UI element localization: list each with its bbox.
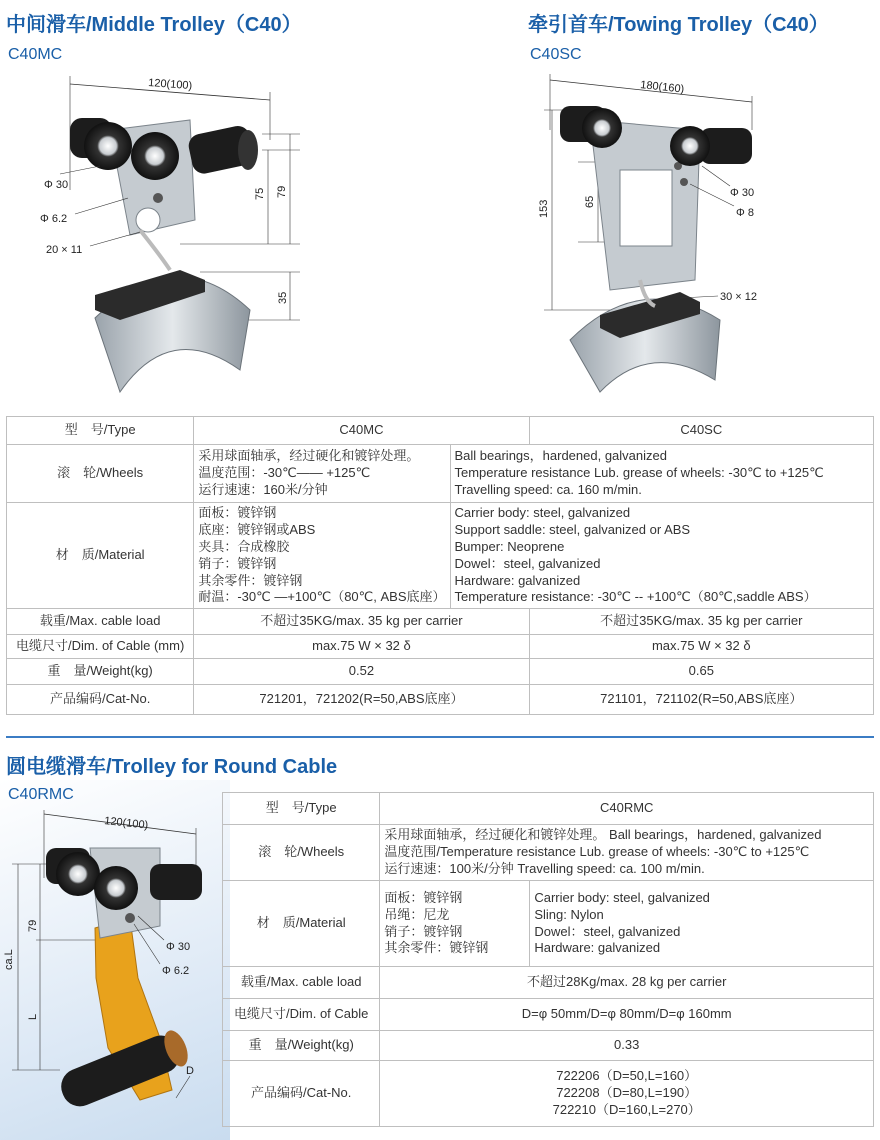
mc-width-dim: 120(100) [147,77,193,93]
table-row [7,659,874,685]
col-c40rmc: C40RMC [380,793,874,825]
round-cable-trolley-title: 圆电缆滑车/Trolley for Round Cable [6,756,338,778]
towing-trolley-drawing [530,70,790,400]
spec-table-c40rmc [222,792,874,1127]
section-divider [6,736,874,738]
table-row [7,417,874,445]
weight-label: 重 量/Weight(kg) [7,659,194,685]
rmc-d-label: D [186,1065,194,1077]
cat-sc: 721101，721102(R=50,ABS底座） [529,685,873,715]
sc-width-dim: 180(160) [639,79,685,96]
rmc-phi30-label: Φ 30 [166,941,191,953]
table-row [7,503,874,609]
table-row [7,609,874,635]
middle-trolley-drawing [0,70,320,400]
rmc-phi62-label: Φ 6.2 [162,965,190,977]
rmc-width-dim: 120(100) [103,815,149,832]
load-sc: 不超过35KG/max. 35 kg per carrier [529,609,873,635]
table-row [7,635,874,659]
rmc-material-en: Carrier body: steel, galvanized Sling: Nylon Dowel：steel, galvanized Hardware: galvanized [530,881,874,967]
material-label: 材 质/Material [7,503,194,609]
rmc-weight: 0.33 [380,1031,874,1061]
rmc-weight-label: 重 量/Weight(kg) [223,1031,380,1061]
spec-table-c40 [6,416,874,715]
mc-h35-dim: 35 [277,291,289,304]
middle-trolley-title: 中间滑车/Middle Trolley（C40） [6,14,302,36]
sc-phi8-label: Φ 8 [736,207,754,219]
rmc-cat: 722206（D=50,L=160） 722208（D=80,L=190） 722210（D=160,L=270） [380,1061,874,1127]
rmc-material-label: 材 质/Material [223,881,380,967]
dim-sc: max.75 W × 32 δ [529,635,873,659]
type-label: 型 号/Type [7,417,194,445]
table-row [223,967,874,999]
mc-phi30-label: Φ 30 [44,179,69,191]
cat-label: 产品编码/Cat-No. [7,685,194,715]
dim-mc: max.75 W × 32 δ [194,635,529,659]
round-cable-trolley-drawing [0,808,230,1138]
rmc-dim-label: 电缆尺寸/Dim. of Cable [223,999,380,1031]
load-mc: 不超过35KG/max. 35 kg per carrier [194,609,529,635]
wheels-en: Ball bearings，hardened, galvanized Temperature resistance Lub. grease of wheels: -30℃ to +125℃ Travelling speed: ca. 160 m/min. [450,445,874,503]
towing-trolley-title: 牵引首车/Towing Trolley（C40） [528,14,829,36]
rmc-wheels-label: 滚 轮/Wheels [223,825,380,881]
rmc-cal-dim: ca.L [3,949,15,970]
mc-slot-label: 20 × 11 [46,244,83,256]
rmc-h79-dim: 79 [27,919,39,932]
rmc-cat-label: 产品编码/Cat-No. [223,1061,380,1127]
table-row [7,685,874,715]
wheels-cn: 采用球面轴承，经过硬化和镀锌处理。 温度范围：-30℃—— +125℃ 运行速速：160米/分钟 [194,445,450,503]
sc-h65-dim: 65 [584,195,596,208]
col-c40mc: C40MC [194,417,529,445]
rmc-l-dim: L [27,1013,39,1020]
towing-trolley-model: C40SC [530,46,582,63]
rmc-dim: D=φ 50mm/D=φ 80mm/D=φ 160mm [380,999,874,1031]
weight-sc: 0.65 [529,659,873,685]
mc-h75-dim: 75 [254,187,266,200]
dim-label: 电缆尺寸/Dim. of Cable (mm) [7,635,194,659]
mc-phi62-label: Φ 6.2 [40,213,68,225]
sc-phi30-label: Φ 30 [730,187,755,199]
middle-trolley-model: C40MC [8,46,63,63]
table-row [223,1061,874,1127]
cat-mc: 721201，721202(R=50,ABS底座） [194,685,529,715]
rmc-type-label: 型 号/Type [223,793,380,825]
table-row [223,825,874,881]
table-row [223,793,874,825]
round-cable-trolley-model: C40RMC [8,786,74,803]
col-c40sc: C40SC [529,417,873,445]
load-label: 载重/Max. cable load [7,609,194,635]
material-en: Carrier body: steel, galvanized Support saddle: steel, galvanized or ABS Bumper: Neoprene Dowel：steel, galvanized Hardware: galvanized Temperature resistance: -30℃ -- +100℃（80℃,saddle ABS） [450,503,874,609]
rmc-load-label: 载重/Max. cable load [223,967,380,999]
rmc-wheels: 采用球面轴承，经过硬化和镀锌处理。 Ball bearings，hardened, galvanized 温度范围/Temperature resistance Lub. grease of wheels: -30℃ to +125℃ 运行速速：100米/分钟 Travelling speed: ca. 100 m/min. [380,825,874,881]
rmc-material-cn: 面板：镀锌钢 吊绳：尼龙 销子：镀锌钢 其余零件：镀锌钢 [380,881,530,967]
rmc-load: 不超过28Kg/max. 28 kg per carrier [380,967,874,999]
table-row [223,1031,874,1061]
sc-slot-label: 30 × 12 [720,291,758,303]
table-row [223,881,874,967]
table-row [223,999,874,1031]
wheels-label: 滚 轮/Wheels [7,445,194,503]
material-cn: 面板：镀锌钢 底座：镀锌钢或ABS 夹具：合成橡胶 销子：镀锌钢 其余零件：镀锌钢 耐温：-30℃ —+100℃（80℃, ABS底座） [194,503,450,609]
table-row [7,445,874,503]
weight-mc: 0.52 [194,659,529,685]
mc-h79-dim: 79 [276,185,288,198]
sc-h153-dim: 153 [538,199,550,218]
